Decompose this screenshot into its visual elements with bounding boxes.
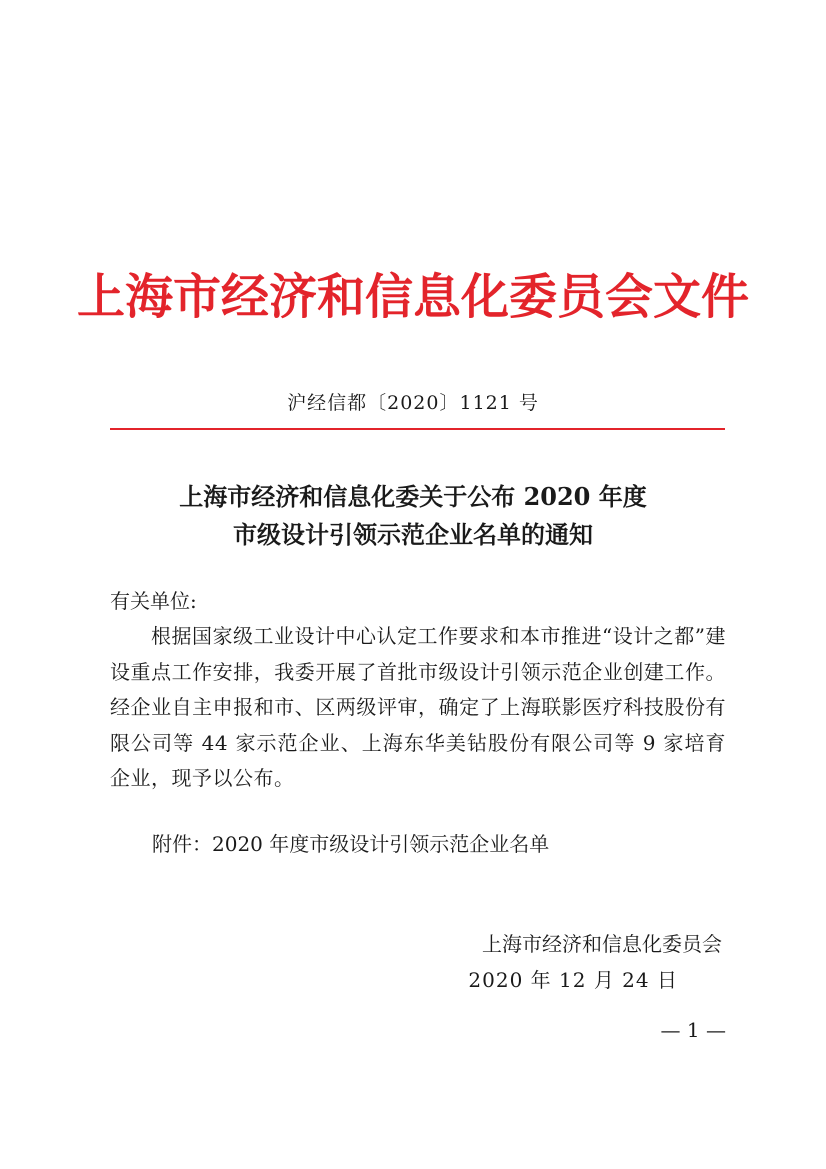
issuer-header-title: 上海市经济和信息化委员会文件 xyxy=(76,269,749,325)
salutation: 有关单位: xyxy=(110,589,197,613)
notice-title-line-2: 市级设计引领示范企业名单的通知 xyxy=(233,520,593,549)
red-divider-line xyxy=(110,428,725,430)
document-number: 沪经信都〔2020〕1121 号 xyxy=(287,392,539,414)
page-number: — 1 — xyxy=(660,1018,726,1042)
signature-date: 2020 年 12 月 24 日 xyxy=(468,968,678,992)
signer-name: 上海市经济和信息化委员会 xyxy=(482,932,722,956)
notice-title-line-1: 上海市经济和信息化委关于公布 2020 年度 xyxy=(179,482,647,511)
body-paragraph: 根据国家级工业设计中心认定工作要求和本市推进“设计之都”建设重点工作安排，我委开展了首批市级设计引领示范企业创建工作。经企业自主申报和市、区两级评审，确定了上海联影医疗科技股份有限公司等 44 家示范企业、上海东华美钻股份有限公司等 9 家培育企业，现予以公布。 xyxy=(110,624,726,790)
attachment-line: 附件：2020 年度市级设计引领示范企业名单 xyxy=(152,832,550,856)
notice-title xyxy=(0,478,826,554)
